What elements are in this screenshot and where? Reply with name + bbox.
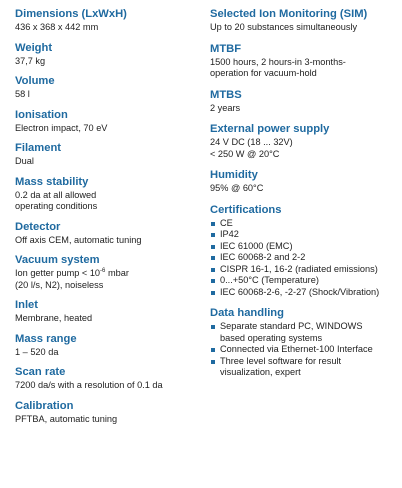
spec-weight	[15, 42, 200, 68]
spec-title: Filament	[15, 142, 62, 154]
spec-value	[15, 268, 200, 280]
spec-value: 95% @ 60°C	[210, 183, 264, 193]
spec-mtbs	[210, 89, 396, 115]
list-item	[210, 229, 396, 241]
spec-title: Detector	[15, 220, 61, 233]
spec-title: Selected Ion Monitoring (SIM)	[210, 8, 368, 20]
spec-title: Mass stability	[15, 175, 89, 188]
spec-value: PFTBA, automatic tuning	[15, 413, 118, 424]
bullet-square-icon	[211, 245, 215, 249]
list-item-text: CISPR 16-1, 16-2 (radiated emissions)	[220, 263, 378, 274]
spec-title: Certifications	[210, 203, 282, 216]
spec-scan-rate	[15, 366, 200, 392]
spec-value: 24 V DC (18 ... 32V)	[210, 137, 293, 147]
spec-title: Inlet	[15, 299, 38, 311]
spec-vacuum-system	[15, 254, 200, 291]
spec-title: Humidity	[210, 169, 258, 181]
spec-calibration	[15, 400, 200, 426]
spec-title: Dimensions (LxWxH)	[15, 8, 127, 20]
vacuum-exponent: -6	[100, 267, 106, 274]
spec-mtbf	[210, 43, 396, 80]
bullet-square-icon	[211, 233, 215, 237]
spec-detector	[15, 221, 200, 247]
list-item	[210, 241, 396, 253]
list-item-text: Three level software for result	[220, 355, 342, 366]
bullet-square-icon	[211, 291, 215, 295]
spec-title: Scan rate	[15, 366, 66, 378]
spec-title: Weight	[15, 41, 53, 54]
list-item-text: IEC 60068-2-6, -2-27 (Shock/Vibration)	[220, 286, 380, 297]
spec-value: (20 l/s, N2), noiseless	[15, 279, 104, 290]
certifications-list	[210, 218, 396, 299]
list-item-text: IP42	[220, 229, 239, 239]
spec-value: 1500 hours, 2 hours-in 3-months-	[210, 56, 346, 67]
spec-inlet	[15, 299, 200, 325]
spec-mass-stability	[15, 176, 200, 213]
spec-title: Mass range	[15, 332, 77, 345]
spec-value: Membrane, heated	[15, 313, 93, 323]
spec-title: MTBS	[210, 88, 242, 101]
spec-value: Off axis CEM, automatic tuning	[15, 234, 142, 245]
list-item	[210, 218, 396, 230]
spec-value: 0.2 da at all allowed	[15, 189, 97, 200]
bullet-square-icon	[211, 279, 215, 283]
bullet-square-icon	[211, 222, 215, 226]
list-item-text-cont: visualization, expert	[220, 367, 301, 377]
spec-value: Electron impact, 70 eV	[15, 122, 108, 133]
spec-value: Dual	[15, 156, 34, 166]
vacuum-pump-text: Ion getter pump < 10	[15, 268, 101, 278]
spec-filament	[15, 142, 200, 168]
spec-dimensions	[15, 8, 200, 34]
spec-value: 7200 da/s with a resolution of 0.1 da	[15, 380, 163, 390]
spec-title: Volume	[15, 75, 55, 87]
list-item	[210, 264, 396, 276]
list-item-text: CE	[220, 217, 233, 228]
list-item	[210, 344, 396, 356]
spec-data-handling	[210, 307, 396, 379]
spec-volume	[15, 75, 200, 101]
list-item	[210, 252, 396, 264]
list-item	[210, 356, 396, 379]
list-item	[210, 287, 396, 299]
spec-value: < 250 W @ 20°C	[210, 148, 280, 159]
list-item-text: Connected via Ethernet-100 Interface	[220, 344, 373, 354]
spec-title: Ionisation	[15, 108, 68, 121]
bullet-square-icon	[211, 256, 215, 260]
spec-power-supply	[210, 123, 396, 160]
list-item-text-cont: based operating systems	[220, 332, 323, 343]
list-item	[210, 321, 396, 344]
spec-column-left	[15, 8, 200, 433]
spec-mass-range	[15, 333, 200, 359]
list-item-text: IEC 60068-2 and 2-2	[220, 252, 306, 262]
spec-value: 58 l	[15, 89, 30, 99]
bullet-square-icon	[211, 348, 215, 352]
list-item	[210, 275, 396, 287]
bullet-square-icon	[211, 325, 215, 329]
list-item-text: 0...+50°C (Temperature)	[220, 275, 319, 285]
spec-title: MTBF	[210, 42, 242, 55]
spec-value: Up to 20 substances simultaneously	[210, 22, 358, 32]
spec-value: 1 – 520 da	[15, 346, 59, 357]
spec-value: 2 years	[210, 102, 241, 113]
bullet-square-icon	[211, 268, 215, 272]
list-item-text: IEC 61000 (EMC)	[220, 240, 293, 251]
list-item-text: Separate standard PC, WINDOWS	[220, 321, 363, 331]
spec-title: External power supply	[210, 123, 330, 135]
spec-value: 37,7 kg	[15, 55, 46, 66]
data-handling-list	[210, 321, 396, 379]
spec-certifications	[210, 204, 396, 299]
spec-sim	[210, 8, 396, 34]
spec-value: 436 x 368 x 442 mm	[15, 22, 99, 32]
bullet-square-icon	[211, 360, 215, 364]
spec-title: Vacuum system	[15, 254, 100, 266]
spec-column-right	[210, 8, 396, 388]
spec-humidity	[210, 169, 396, 195]
vacuum-unit: mbar	[105, 268, 129, 278]
spec-value: operating conditions	[15, 201, 98, 211]
spec-value: operation for vacuum-hold	[210, 68, 317, 78]
spec-ionisation	[15, 109, 200, 135]
spec-title: Data handling	[210, 307, 284, 319]
spec-title: Calibration	[15, 399, 74, 412]
